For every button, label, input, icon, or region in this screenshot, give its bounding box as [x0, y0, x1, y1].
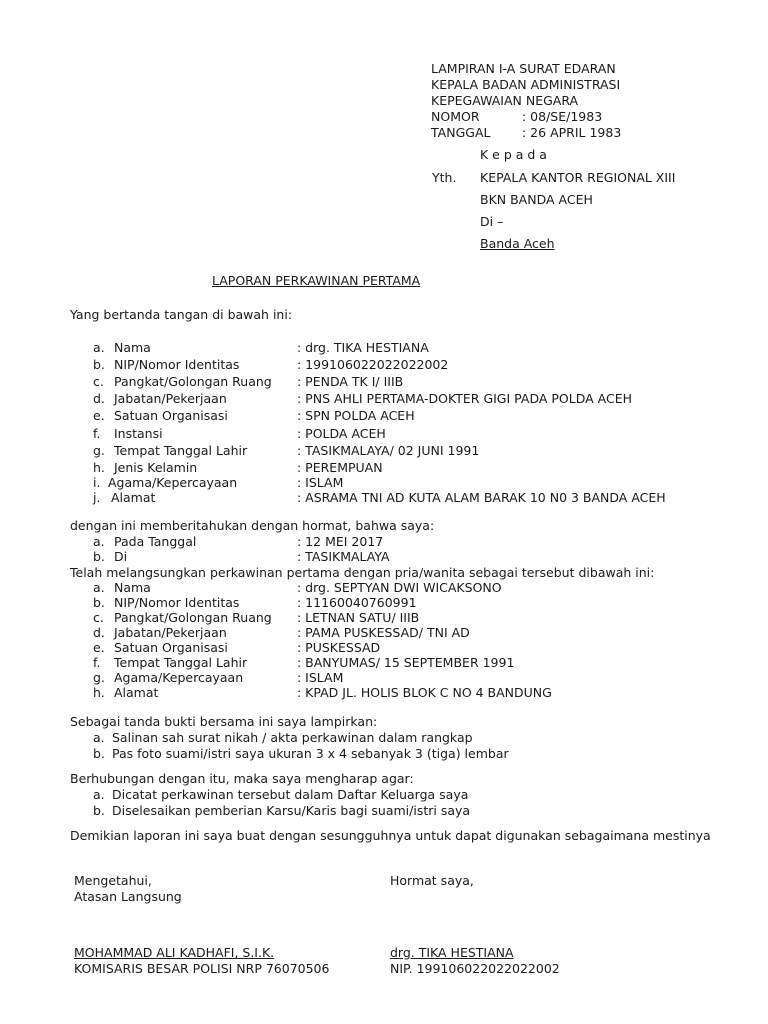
field-value: : ASRAMA TNI AD KUTA ALAM BARAK 10 N0 3 BANDA ACEH	[297, 490, 666, 505]
field-label: Agama/Kepercayaan	[114, 670, 244, 685]
field-label: Tempat Tanggal Lahir	[114, 655, 248, 670]
field-row	[0, 640, 768, 656]
field-value: : 11160040760991	[297, 595, 417, 610]
field-label: NIP/Nomor Identitas	[114, 357, 240, 372]
field-row	[0, 670, 768, 686]
field-label: Nama	[114, 580, 151, 595]
header-line: KEPEGAWAIAN NEGARA	[431, 93, 579, 108]
field-value: : POLDA ACEH	[297, 426, 386, 441]
header-line: LAMPIRAN I-A SURAT EDARAN	[431, 61, 616, 76]
field-value: : PENDA TK I/ IIIB	[297, 374, 404, 389]
field-row	[0, 580, 768, 596]
field-letter: b.	[93, 549, 105, 564]
item-text: Pas foto suami/istri saya ukuran 3 x 4 sebanyak 3 (tiga) lembar	[112, 746, 509, 761]
field-value: : KPAD JL. HOLIS BLOK C NO 4 BANDUNG	[297, 685, 552, 700]
item-letter: b.	[93, 746, 105, 761]
field-value: : ISLAM	[297, 475, 344, 490]
kepada-label: K e p a d a	[480, 147, 547, 162]
field-value: : TASIKMALAYA	[297, 549, 390, 564]
field-value: : ISLAM	[297, 670, 344, 685]
field-letter: c.	[93, 374, 104, 389]
field-letter: f.	[93, 426, 101, 441]
acknowledged-label: Mengetahui,	[74, 873, 152, 888]
field-label: Jabatan/Pekerjaan	[114, 391, 227, 406]
nomor-label: NOMOR	[431, 109, 480, 124]
item-letter: b.	[93, 803, 105, 818]
field-label: Alamat	[111, 490, 156, 505]
header-line: KEPALA BADAN ADMINISTRASI	[431, 77, 621, 92]
field-value: : SPN POLDA ACEH	[297, 408, 415, 423]
field-value: : drg. SEPTYAN DWI WICAKSONO	[297, 580, 502, 595]
recipient-line: KEPALA KANTOR REGIONAL XIII	[480, 170, 676, 185]
field-letter: i.	[93, 475, 101, 490]
field-row	[0, 490, 768, 506]
field-letter: d.	[93, 391, 105, 406]
field-row	[0, 655, 768, 671]
field-row	[0, 685, 768, 701]
field-value: : PNS AHLI PERTAMA-DOKTER GIGI PADA POLDA ACEH	[297, 391, 633, 406]
field-label: Tempat Tanggal Lahir	[114, 443, 248, 458]
field-letter: a.	[93, 580, 105, 595]
field-letter: a.	[93, 340, 105, 355]
signer-nip: NIP. 199106022022022002	[390, 961, 560, 976]
field-label: Nama	[114, 340, 151, 355]
field-letter: j.	[93, 490, 101, 505]
field-row	[0, 374, 768, 390]
field-label: Alamat	[114, 685, 159, 700]
field-row	[0, 625, 768, 641]
field-letter: g.	[93, 670, 105, 685]
recipient-city: Banda Aceh	[480, 236, 555, 251]
field-value: : 12 MEI 2017	[297, 534, 384, 549]
field-label: NIP/Nomor Identitas	[114, 595, 240, 610]
field-letter: f.	[93, 655, 101, 670]
field-value: : PAMA PUSKESSAD/ TNI AD	[297, 625, 470, 640]
field-row	[0, 595, 768, 611]
yth-label: Yth.	[432, 170, 457, 185]
field-label: Jenis Kelamin	[114, 460, 198, 475]
field-value: : drg. TIKA HESTIANA	[297, 340, 429, 355]
field-value: : BANYUMAS/ 15 SEPTEMBER 1991	[297, 655, 515, 670]
supervisor-label: Atasan Langsung	[74, 889, 182, 904]
field-value: : 199106022022022002	[297, 357, 449, 372]
field-value: : TASIKMALAYA/ 02 JUNI 1991	[297, 443, 480, 458]
recipient-line: Di –	[480, 214, 504, 229]
field-row	[0, 426, 768, 442]
field-row	[0, 340, 768, 356]
field-row	[0, 391, 768, 407]
item-letter: a.	[93, 787, 105, 802]
field-letter: h.	[93, 685, 105, 700]
field-letter: e.	[93, 408, 105, 423]
recipient-line: BKN BANDA ACEH	[480, 192, 593, 207]
field-row	[0, 610, 768, 626]
field-letter: b.	[93, 357, 105, 372]
field-label: Di	[114, 549, 128, 564]
field-letter: b.	[93, 595, 105, 610]
item-letter: a.	[93, 730, 105, 745]
field-label: Satuan Organisasi	[114, 408, 228, 423]
nomor-value: : 08/SE/1983	[522, 109, 603, 124]
field-letter: c.	[93, 610, 104, 625]
field-value: : PUSKESSAD	[297, 640, 381, 655]
item-text: Diselesaikan pemberian Karsu/Karis bagi suami/istri saya	[112, 803, 471, 818]
document-title: LAPORAN PERKAWINAN PERTAMA	[212, 273, 421, 288]
field-row	[0, 408, 768, 424]
supervisor-rank: KOMISARIS BESAR POLISI NRP 76070506	[74, 961, 330, 976]
regards-label: Hormat saya,	[390, 873, 474, 888]
list-item	[0, 787, 768, 803]
field-letter: d.	[93, 625, 105, 640]
field-row	[0, 549, 768, 565]
closing-text: Demikian laporan ini saya buat dengan sesungguhnya untuk dapat digunakan sebagaimana mestinya	[70, 828, 711, 843]
field-row	[0, 460, 768, 476]
married-intro-text: Telah melangsungkan perkawinan pertama dengan pria/wanita sebagai tersebut dibawah ini:	[70, 565, 655, 580]
intro-text: Yang bertanda tangan di bawah ini:	[70, 307, 293, 322]
field-label: Jabatan/Pekerjaan	[114, 625, 227, 640]
field-label: Instansi	[114, 426, 163, 441]
item-text: Salinan sah surat nikah / akta perkawinan dalam rangkap	[112, 730, 473, 745]
field-value: : LETNAN SATU/ IIIB	[297, 610, 420, 625]
notice-text: dengan ini memberitahukan dengan hormat, bahwa saya:	[70, 518, 435, 533]
supervisor-name: MOHAMMAD ALI KADHAFI, S.I.K.	[74, 945, 275, 960]
field-label: Agama/Kepercayaan	[108, 475, 238, 490]
field-row	[0, 357, 768, 373]
field-label: Pangkat/Golongan Ruang	[114, 610, 272, 625]
field-row	[0, 534, 768, 550]
field-value: : PEREMPUAN	[297, 460, 383, 475]
field-letter: a.	[93, 534, 105, 549]
attachments-intro: Sebagai tanda bukti bersama ini saya lampirkan:	[70, 714, 378, 729]
field-label: Pangkat/Golongan Ruang	[114, 374, 272, 389]
tanggal-value: : 26 APRIL 1983	[522, 125, 622, 140]
field-letter: g.	[93, 443, 105, 458]
field-letter: e.	[93, 640, 105, 655]
tanggal-label: TANGGAL	[431, 125, 491, 140]
field-row	[0, 443, 768, 459]
item-text: Dicatat perkawinan tersebut dalam Daftar Keluarga saya	[112, 787, 469, 802]
list-item	[0, 803, 768, 819]
field-row	[0, 475, 768, 491]
signer-name: drg. TIKA HESTIANA	[390, 945, 514, 960]
requests-intro: Berhubungan dengan itu, maka saya mengharap agar:	[70, 771, 414, 786]
field-label: Pada Tanggal	[114, 534, 197, 549]
field-letter: h.	[93, 460, 105, 475]
list-item	[0, 746, 768, 762]
field-label: Satuan Organisasi	[114, 640, 228, 655]
list-item	[0, 730, 768, 746]
